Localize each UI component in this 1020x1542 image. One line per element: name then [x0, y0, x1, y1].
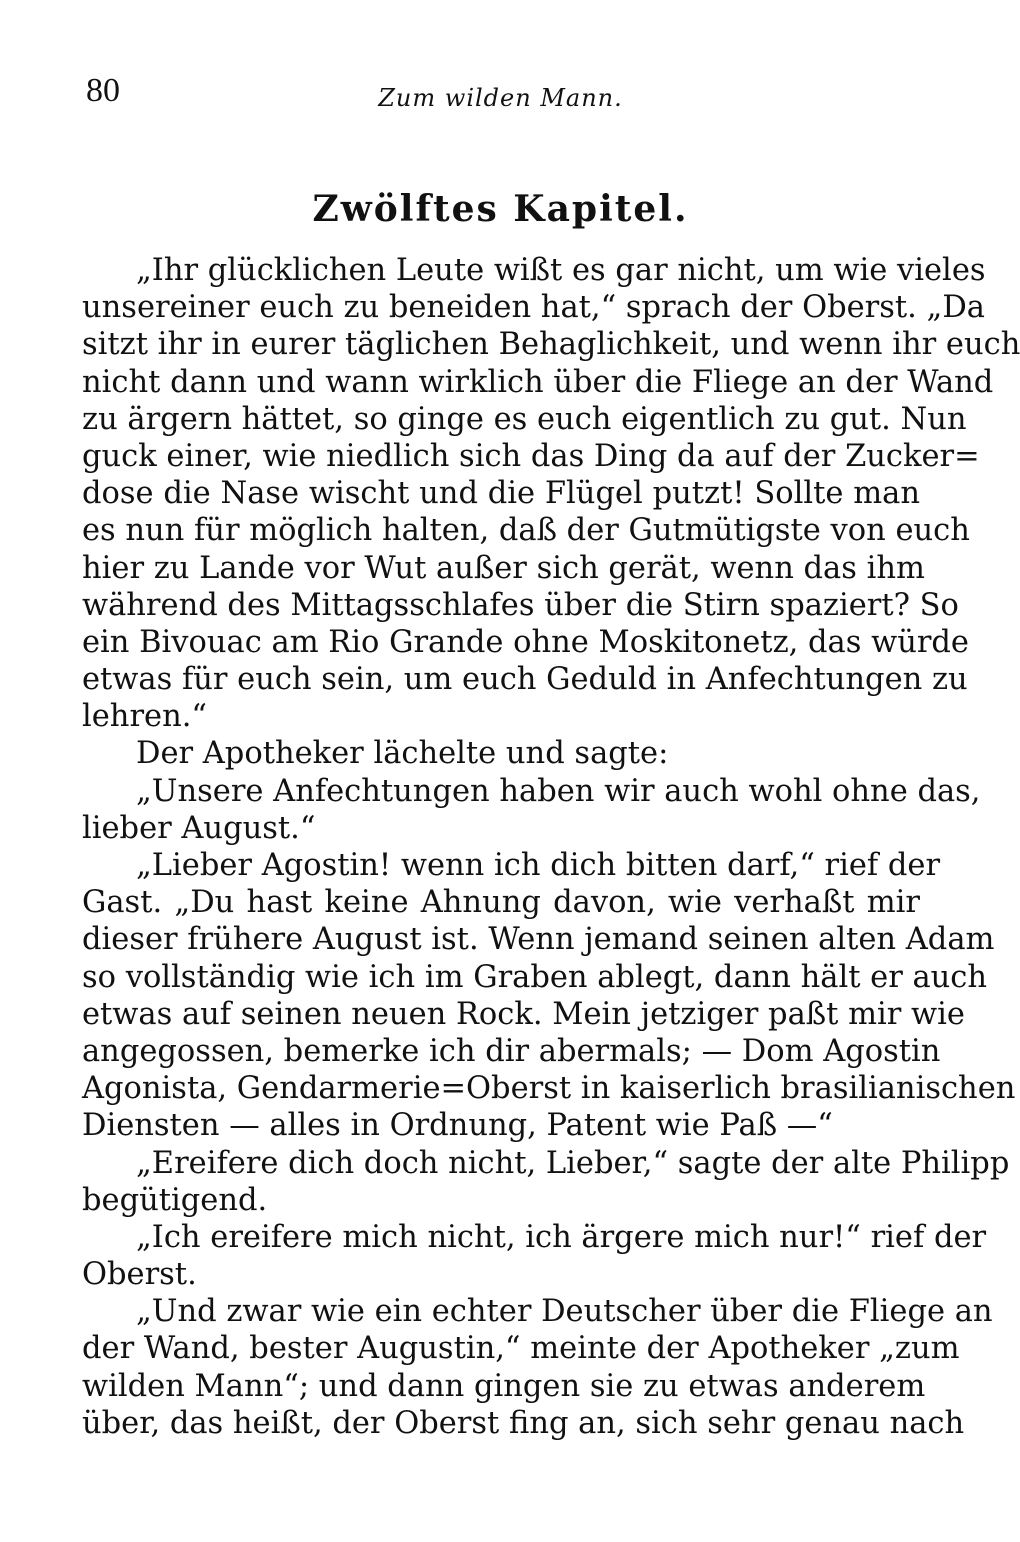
text-line: dieser frühere August ist. Wenn jemand seinen alten Adam [82, 922, 995, 958]
text-line: wilden Mann“; und dann gingen sie zu etwas anderem [82, 1368, 926, 1404]
text-line: ein Bivouac am Rio Grande ohne Moskitonetz, das würde [82, 624, 969, 660]
text-line: guck einer, wie niedlich sich das Ding da auf der Zucker= [82, 438, 980, 474]
text-line: zu ärgern hättet, so ginge es euch eigentlich zu gut. Nun [82, 401, 967, 437]
text-line: Oberst. [82, 1257, 197, 1293]
running-title: Zum wilden Mann. [378, 84, 623, 112]
text-line: lieber August.“ [82, 810, 316, 846]
text-line: dose die Nase wischt und die Flügel putzt! Sollte man [82, 476, 920, 512]
text-line: „Ereifere dich doch nicht, Lieber,“ sagte der alte Philipp [136, 1145, 1010, 1181]
text-line: Der Apotheker lächelte und sagte: [136, 736, 669, 772]
text-line: es nun für möglich halten, daß der Gutmütigste von euch [82, 513, 970, 549]
text-line: „Ich ereifere mich nicht, ich ärgere mich nur!“ rief der [136, 1219, 987, 1255]
text-line: unsereiner euch zu beneiden hat,“ sprach der Oberst. „Da [82, 290, 985, 326]
chapter-title: Zwölftes Kapitel. [312, 188, 689, 230]
text-line: „Unsere Anfechtungen haben wir auch wohl ohne das, [136, 773, 981, 809]
text-line: Gast. „Du hast keine Ahnung davon, wie verhaßt mir [82, 885, 920, 921]
text-line: Agonista, Gendarmerie=Oberst in kaiserlich brasilianischen [82, 1071, 1016, 1107]
text-line: lehren.“ [82, 699, 208, 735]
body-text [82, 252, 1020, 1442]
text-line: etwas auf seinen neuen Rock. Mein jetziger paßt mir wie [82, 996, 965, 1032]
text-line: Diensten — alles in Ordnung, Patent wie Paß —“ [82, 1108, 833, 1144]
text-line: sitzt ihr in eurer täglichen Behaglichkeit, und wenn ihr euch [82, 327, 1020, 363]
text-line: über, das heißt, der Oberst fing an, sich sehr genau nach [82, 1405, 965, 1441]
text-line: angegossen, bemerke ich dir abermals; — Dom Agostin [82, 1033, 941, 1069]
text-line: hier zu Lande vor Wut außer sich gerät, wenn das ihm [82, 550, 925, 586]
text-line: während des Mittagsschlafes über die Stirn spaziert? So [82, 587, 959, 623]
text-line: der Wand, bester Augustin,“ meinte der Apotheker „zum [82, 1331, 960, 1367]
text-line: begütigend. [82, 1182, 268, 1218]
text-line: etwas für euch sein, um euch Geduld in Anfechtungen zu [82, 662, 968, 698]
page-number: 80 [86, 72, 120, 109]
text-line: „Ihr glücklichen Leute wißt es gar nicht, um wie vieles [136, 253, 986, 288]
text-line: so vollständig wie ich im Graben ablegt, dann hält er auch [82, 959, 988, 995]
text-line: „Und zwar wie ein echter Deutscher über die Fliege an [136, 1294, 993, 1330]
text-line: „Lieber Agostin! wenn ich dich bitten darf,“ rief der [136, 848, 941, 883]
text-line: nicht dann und wann wirklich über die Fliege an der Wand [82, 364, 994, 400]
page-header [82, 72, 919, 122]
